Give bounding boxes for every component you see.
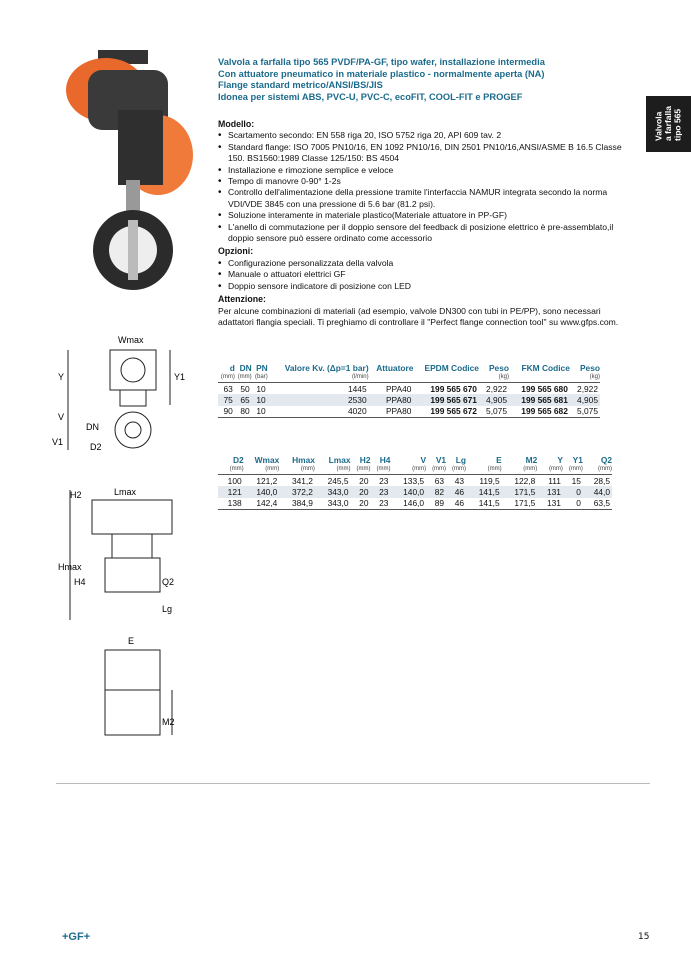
header-unit: (mm)	[229, 466, 244, 472]
table-row	[218, 406, 600, 418]
table-cell: 23	[371, 486, 391, 498]
table-cell: PPA40	[369, 383, 414, 395]
header-label: Q2	[600, 455, 612, 465]
column-header	[218, 455, 244, 475]
list-item: • Tempo di manovre 0-90° 1-2s	[218, 176, 638, 187]
column-header	[413, 363, 479, 383]
table-cell: 2530	[268, 394, 369, 406]
label-lmax: Lmax	[114, 487, 137, 497]
header-label: PN	[256, 363, 268, 373]
header-label: DN	[239, 363, 252, 373]
heading-1: Valvola a farfalla tipo 565 PVDF/PA-GF, tipo wafer, installazione intermedia	[218, 57, 545, 67]
header-unit: (mm)	[356, 466, 371, 472]
valve-product-image	[48, 50, 198, 310]
column-header	[279, 455, 315, 475]
label-lg: Lg	[162, 604, 173, 614]
header-label: V1	[435, 455, 447, 465]
table-cell: 28,5	[583, 475, 612, 487]
attenzione-title: Attenzione:	[218, 294, 266, 305]
header-unit: (mm)	[487, 466, 502, 472]
table-cell: 372,2	[279, 486, 315, 498]
header-unit: (mm)	[220, 374, 235, 380]
table-cell: 199 565 681	[509, 394, 570, 406]
column-header	[244, 455, 280, 475]
label-y: Y	[58, 372, 65, 382]
table-cell: 131	[537, 498, 563, 510]
table-cell: 171,5	[502, 498, 538, 510]
header-label: Lmax	[328, 455, 351, 465]
technical-drawings	[50, 330, 190, 750]
column-header	[570, 363, 600, 383]
table-cell: 138	[218, 498, 244, 510]
heading-4: Idonea per sistemi ABS, PVC-U, PVC-C, ecoFIT, COOL-FIT e PROGEF	[218, 91, 523, 102]
table-cell: 140,0	[390, 486, 426, 498]
header-unit: (mm)	[548, 466, 563, 472]
list-item: • Soluzione interamente in materiale plastico(Materiale attuatore in PP-GF)	[218, 210, 638, 221]
dimensions-table	[218, 455, 612, 510]
table-cell: 10	[252, 383, 268, 395]
table-cell: 131	[537, 486, 563, 498]
header-unit: (mm)	[300, 466, 315, 472]
label-h4: H4	[74, 577, 86, 587]
header-unit: (mm)	[568, 466, 583, 472]
header-unit: (mm)	[452, 466, 467, 472]
label-q2: Q2	[162, 577, 175, 587]
table-cell: 199 565 672	[413, 406, 479, 418]
table-cell: 140,0	[244, 486, 280, 498]
table-cell: 343,0	[315, 498, 351, 510]
table-cell: 384,9	[279, 498, 315, 510]
list-item: • Controllo dell'alimentazione della pressione tramite l'interfaccia NAMUR integrata secondo la norma VDI/VDE 3845 con una pressione di 5.6 bar (81.2 psi).	[218, 187, 638, 210]
table-cell: 20	[351, 486, 371, 498]
opzioni-title: Opzioni:	[218, 246, 254, 257]
table-cell: 0	[563, 486, 583, 498]
heading-2: Con attuatore pneumatico in materiale plastico - normalmente aperta (NA)	[218, 68, 545, 79]
table-cell: 146,0	[390, 498, 426, 510]
table-cell: 199 565 671	[413, 394, 479, 406]
side-tab-line: a farfalla	[662, 106, 673, 142]
header-label: M2	[525, 455, 538, 465]
column-header	[479, 363, 509, 383]
table-cell: 10	[252, 406, 268, 418]
column-header	[315, 455, 351, 475]
table-cell: 20	[351, 498, 371, 510]
header-label: d	[229, 363, 235, 373]
table-cell: 199 565 670	[413, 383, 479, 395]
side-tab-line: Valvola	[653, 112, 664, 142]
table-cell: 43	[446, 475, 466, 487]
column-header	[351, 455, 371, 475]
table-cell: 199 565 680	[509, 383, 570, 395]
table-cell: 2,922	[570, 383, 600, 395]
column-header	[268, 363, 369, 383]
modello-title: Modello:	[218, 119, 255, 129]
table-cell: 141,5	[466, 486, 502, 498]
header-label: H2	[359, 455, 371, 465]
header-label: V	[420, 455, 427, 465]
side-tab-line: tipo 565	[672, 109, 683, 142]
opzioni-list	[218, 258, 638, 292]
list-item: • Installazione e rimozione semplice e veloce	[218, 165, 638, 176]
product-codes-table	[218, 363, 600, 418]
header-label: E	[496, 455, 502, 465]
list-item: • Standard flange: ISO 7005 PN10/16, EN 1092 PN10/16, DIN 2501 PN10/16,ANSI/ASME B 16.5 Classe 150. BS1560:1989 Classe 125/150: BS 4504	[218, 142, 638, 165]
table-cell: 20	[351, 475, 371, 487]
table-cell: 0	[563, 498, 583, 510]
header-label: Hmax	[292, 455, 315, 465]
header-unit: (bar)	[255, 374, 268, 380]
header-unit: (mm)	[412, 466, 427, 472]
table-cell: 90	[218, 406, 235, 418]
table-row	[218, 498, 612, 510]
label-v1: V1	[52, 437, 64, 447]
label-hmax: Hmax	[58, 562, 82, 572]
label-d2: D2	[90, 442, 102, 452]
column-header	[218, 363, 235, 383]
list-item: • L'anello di commutazione per il doppio sensore del feedback di posizione elettrico è pre-assemblato,il doppio sensore può essere ordinato come accessorio	[218, 222, 638, 245]
table-cell: 15	[563, 475, 583, 487]
product-headings	[218, 57, 545, 103]
header-unit: (mm)	[598, 466, 612, 472]
footer-divider	[56, 783, 650, 784]
label-wmax: Wmax	[118, 335, 144, 345]
side-tab	[646, 96, 691, 152]
column-header	[369, 363, 414, 383]
table-row	[218, 475, 612, 487]
header-unit: (mm)	[523, 466, 538, 472]
table-row	[218, 383, 600, 395]
table-cell: 50	[235, 383, 252, 395]
page-number: 15	[638, 932, 650, 942]
gf-logo: +GF+	[62, 931, 91, 943]
column-header	[252, 363, 268, 383]
table-cell: 63	[218, 383, 235, 395]
table-cell: 122,8	[502, 475, 538, 487]
list-item: • Doppio sensore indicatore di posizione con LED	[218, 281, 638, 292]
table-cell: 133,5	[390, 475, 426, 487]
table-cell: 111	[537, 475, 563, 487]
table-cell: 199 565 682	[509, 406, 570, 418]
table-cell: 46	[446, 486, 466, 498]
list-item: • Scartamento secondo: EN 558 riga 20, ISO 5752 riga 20, API 609 tav. 2	[218, 130, 638, 141]
column-header	[509, 363, 570, 383]
table-cell: PPA80	[369, 394, 414, 406]
table-cell: 4,905	[570, 394, 600, 406]
header-unit: (kg)	[589, 374, 600, 380]
table-cell: PPA80	[369, 406, 414, 418]
header-label: Wmax	[254, 455, 280, 465]
header-label: Peso	[488, 363, 509, 373]
header-unit: (mm)	[265, 466, 280, 472]
header-unit: (l/min)	[351, 374, 369, 380]
table-row	[218, 486, 612, 498]
table-cell: 23	[371, 475, 391, 487]
header-label: Lg	[455, 455, 467, 465]
table-cell: 245,5	[315, 475, 351, 487]
table-cell: 121,2	[244, 475, 280, 487]
table-cell: 119,5	[466, 475, 502, 487]
table-cell: 171,5	[502, 486, 538, 498]
table-cell: 1445	[268, 383, 369, 395]
table-cell: 63,5	[583, 498, 612, 510]
table-cell: 80	[235, 406, 252, 418]
column-header	[563, 455, 583, 475]
column-header	[446, 455, 466, 475]
column-header	[426, 455, 446, 475]
modello-list	[218, 130, 638, 244]
column-header	[390, 455, 426, 475]
header-unit: (mm)	[237, 374, 252, 380]
column-header	[371, 455, 391, 475]
header-label: Peso	[579, 363, 600, 373]
heading-3: Flange standard metrico/ANSI/BS/JIS	[218, 80, 383, 91]
table-cell: 141,5	[466, 498, 502, 510]
table-cell: 65	[235, 394, 252, 406]
label-m2: M2	[162, 717, 175, 727]
header-label: H4	[379, 455, 391, 465]
header-label: FKM Codice	[521, 363, 570, 373]
table-cell: 5,075	[479, 406, 509, 418]
column-header	[235, 363, 252, 383]
header-unit: (mm)	[336, 466, 351, 472]
header-label: D2	[232, 455, 244, 465]
label-e: E	[128, 636, 135, 646]
table-cell: 75	[218, 394, 235, 406]
column-header	[583, 455, 612, 475]
table-cell: 10	[252, 394, 268, 406]
table-cell: 89	[426, 498, 446, 510]
header-unit: (kg)	[498, 374, 509, 380]
list-item: • Configurazione personalizzata della valvola	[218, 258, 638, 269]
table-cell: 5,075	[570, 406, 600, 418]
label-v: V	[58, 412, 65, 422]
table-cell: 46	[446, 498, 466, 510]
header-label: Y	[557, 455, 563, 465]
table-cell: 142,4	[244, 498, 280, 510]
header-label: EPDM Codice	[424, 363, 479, 373]
table-cell: 2,922	[479, 383, 509, 395]
header-unit: (mm)	[376, 466, 391, 472]
table-cell: 100	[218, 475, 244, 487]
column-header	[537, 455, 563, 475]
header-label: Attuatore	[376, 363, 414, 373]
table-cell: 343,0	[315, 486, 351, 498]
table-cell: 63	[426, 475, 446, 487]
column-header	[502, 455, 538, 475]
attenzione-text: Per alcune combinazioni di materiali (ad esempio, valvole DN300 con tubi in PE/PP), sono necessari adattatori flangia speciali. Ti preghiamo di controllare il "Perfect flange connection tool" su www.gfps.com.	[218, 305, 619, 327]
table-cell: 23	[371, 498, 391, 510]
table-cell: 44,0	[583, 486, 612, 498]
table-cell: 82	[426, 486, 446, 498]
table-cell: 4020	[268, 406, 369, 418]
table-cell: 4,905	[479, 394, 509, 406]
description	[218, 117, 638, 328]
header-label: Valore Kv. (Δp=1 bar)	[284, 363, 369, 373]
label-h2: H2	[70, 490, 82, 500]
header-unit: (mm)	[432, 466, 447, 472]
table-row	[218, 394, 600, 406]
label-y1: Y1	[174, 372, 186, 382]
column-header	[466, 455, 502, 475]
list-item: • Manuale o attuatori elettrici GF	[218, 269, 638, 280]
label-dn: DN	[86, 422, 99, 432]
table-cell: 341,2	[279, 475, 315, 487]
header-label: Y1	[572, 455, 583, 465]
table-cell: 121	[218, 486, 244, 498]
